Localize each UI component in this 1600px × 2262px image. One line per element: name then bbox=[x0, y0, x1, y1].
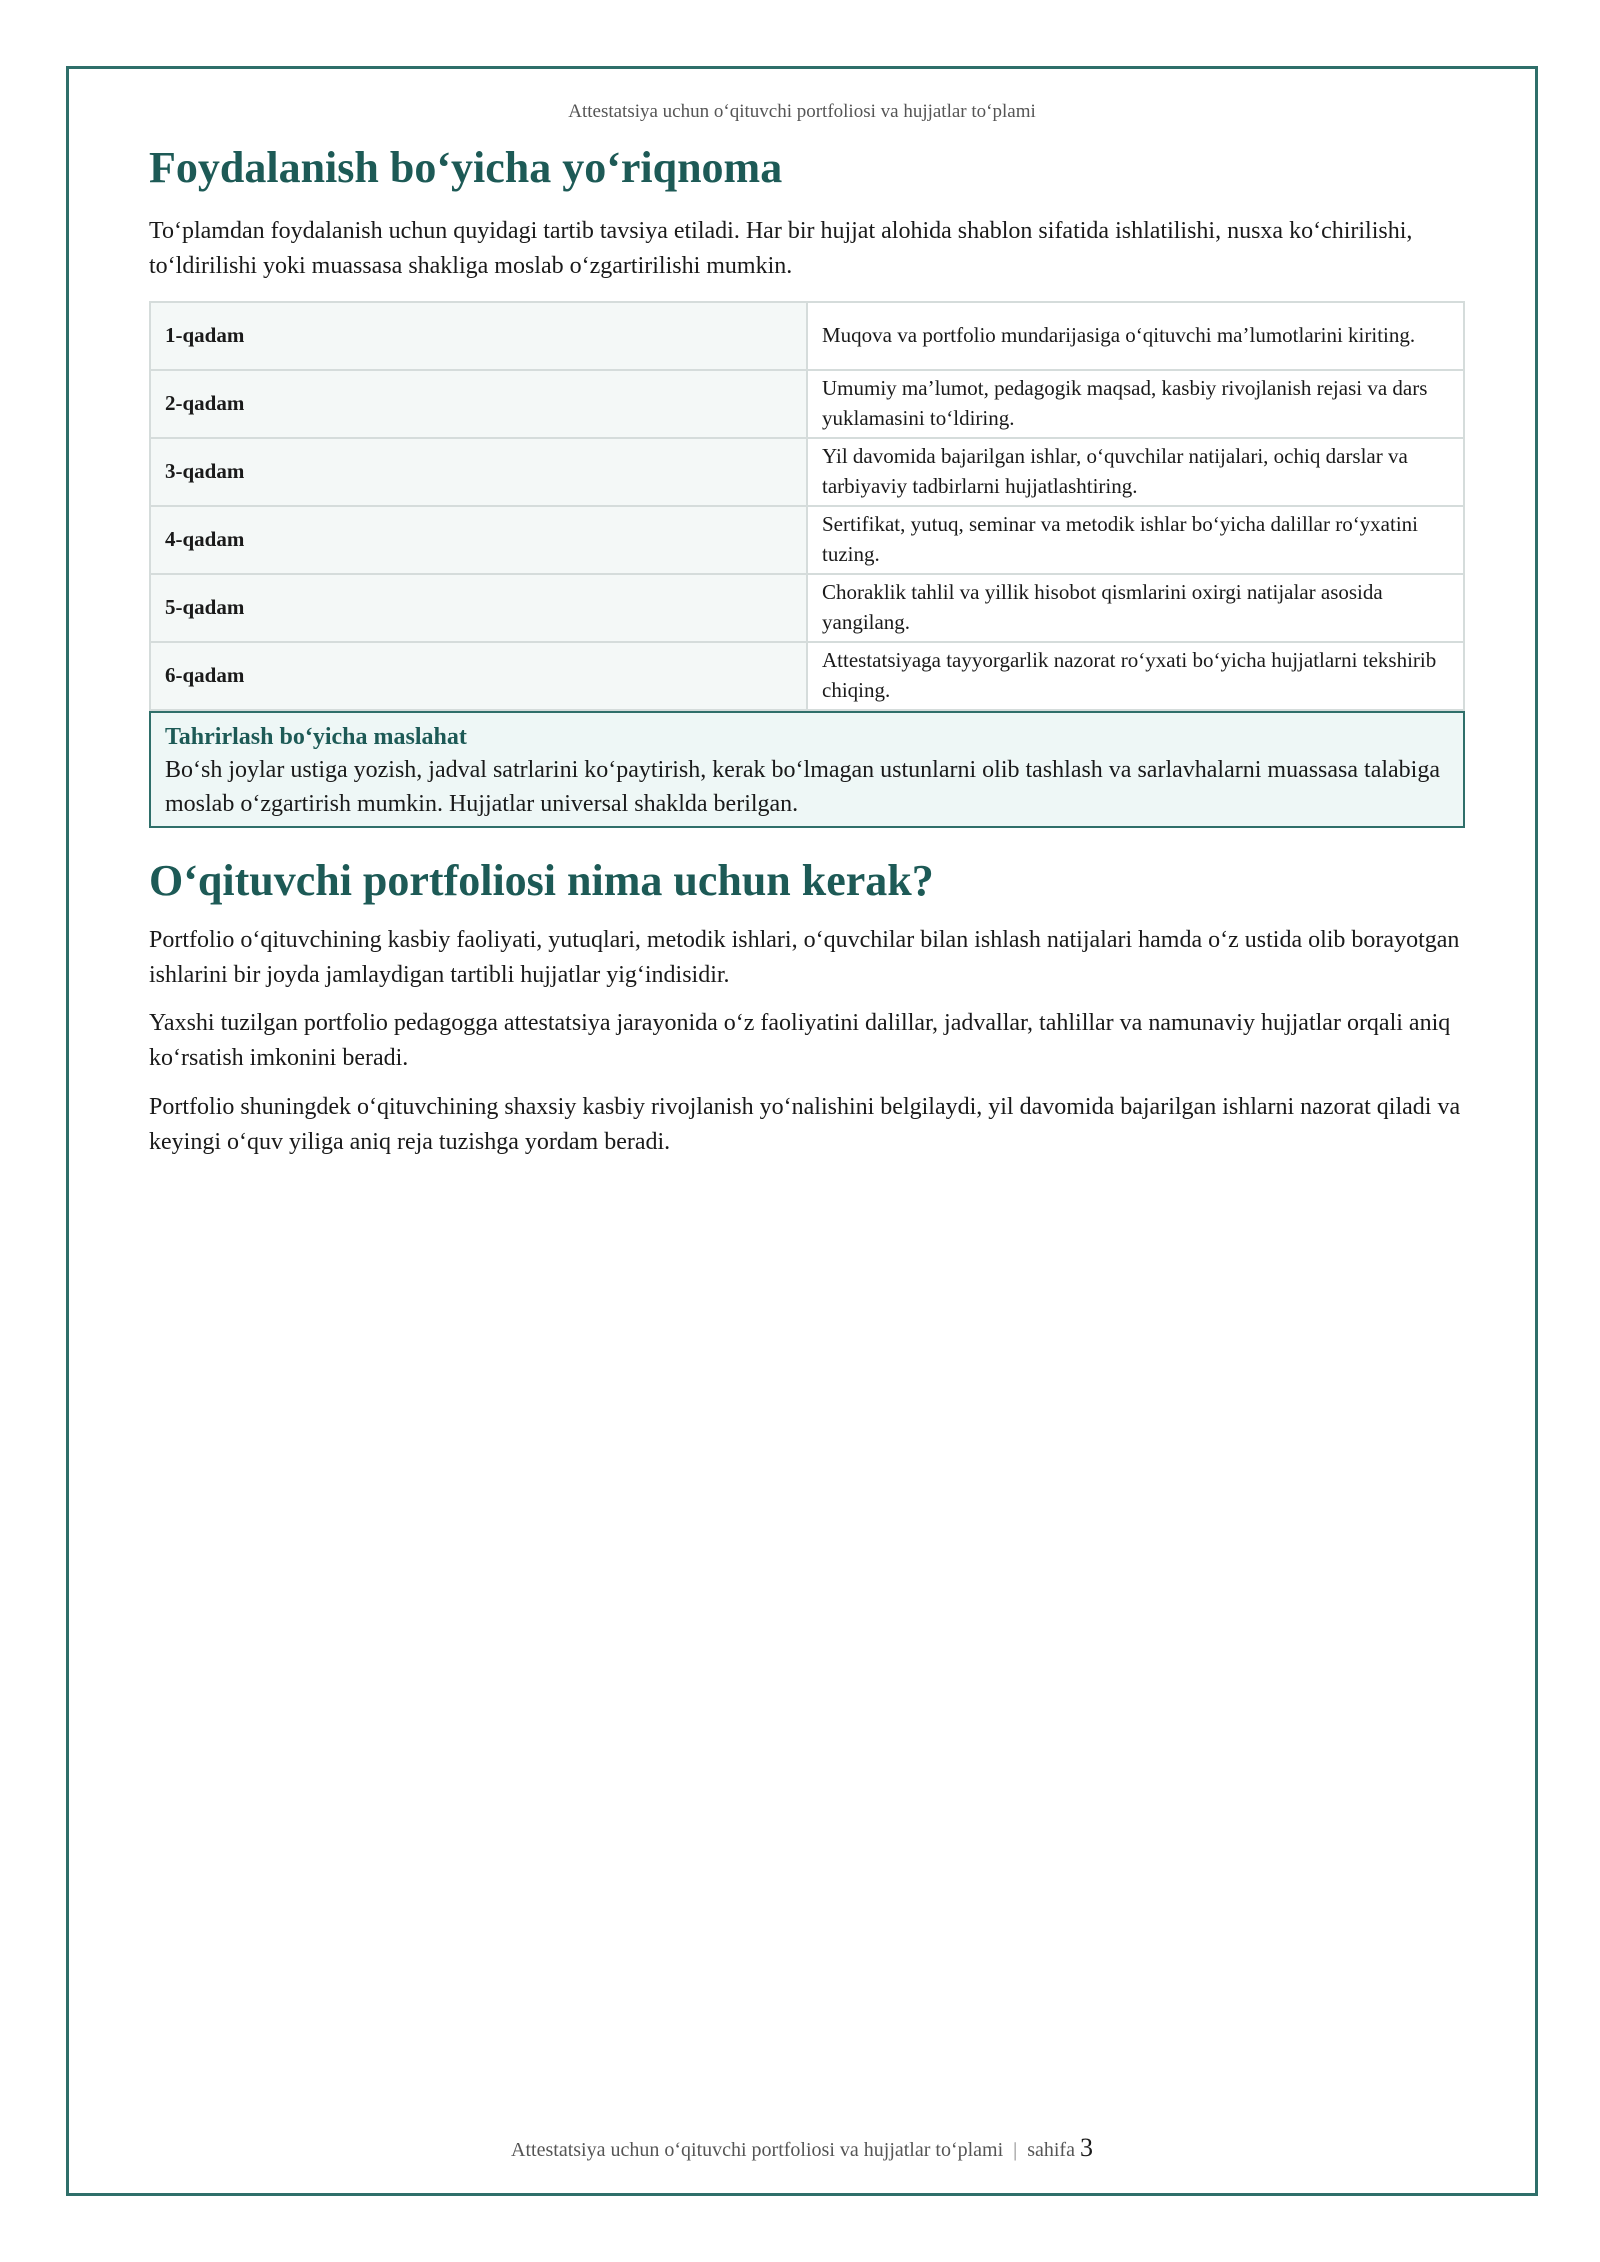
editing-tip-box bbox=[149, 711, 1465, 828]
step-label: 2-qadam bbox=[150, 370, 807, 438]
section-title-usage-guide: Foydalanish bo‘yicha yo‘riqnoma bbox=[149, 143, 783, 192]
page-footer bbox=[69, 2133, 1535, 2163]
steps-table bbox=[149, 301, 1465, 711]
footer-separator: | bbox=[1013, 2139, 1018, 2161]
table-row bbox=[150, 574, 1464, 642]
footer-page-label: sahifa bbox=[1027, 2139, 1075, 2161]
step-description: Muqova va portfolio mundarijasiga o‘qituvchi ma’lumotlarini kiriting. bbox=[807, 302, 1464, 370]
step-description: Umumiy ma’lumot, pedagogik maqsad, kasbiy rivojlanish rejasi va dars yuklamasini to‘ldiring. bbox=[807, 370, 1464, 438]
table-row bbox=[150, 370, 1464, 438]
step-description: Sertifikat, yutuq, seminar va metodik ishlar bo‘yicha dalillar ro‘yxatini tuzing. bbox=[807, 506, 1464, 574]
page-content bbox=[149, 139, 1465, 1160]
step-description: Yil davomida bajarilgan ishlar, o‘quvchilar natijalari, ochiq darslar va tarbiyaviy tadbirlarni hujjatlashtiring. bbox=[807, 438, 1464, 506]
step-label: 5-qadam bbox=[150, 574, 807, 642]
running-header: Attestatsiya uchun o‘qituvchi portfoliosi va hujjatlar to‘plami bbox=[568, 101, 1036, 122]
step-label: 4-qadam bbox=[150, 506, 807, 574]
step-description: Choraklik tahlil va yillik hisobot qismlarini oxirgi natijalar asosida yangilang. bbox=[807, 574, 1464, 642]
body-paragraph: Yaxshi tuzilgan portfolio pedagogga attestatsiya jarayonida o‘z faoliyatini dalillar, jadvallar, tahlillar va namunaviy hujjatlar orqali aniq ko‘rsatish imkonini beradi. bbox=[149, 1010, 1451, 1072]
section-title-why-portfolio: O‘qituvchi portfoliosi nima uchun kerak? bbox=[149, 855, 934, 905]
footer-title: Attestatsiya uchun o‘qituvchi portfoliosi va hujjatlar to‘plami bbox=[511, 2139, 1004, 2161]
table-row bbox=[150, 302, 1464, 370]
table-row bbox=[150, 506, 1464, 574]
tip-title: Tahrirlash bo‘yicha maslahat bbox=[165, 723, 467, 750]
intro-paragraph: To‘plamdan foydalanish uchun quyidagi tartib tavsiya etiladi. Har bir hujjat alohida shablon sifatida ishlatilishi, nusxa ko‘chirilishi, to‘ldirilishi yoki muassasa shakliga moslab o‘zgartirilishi mumkin. bbox=[149, 218, 1413, 279]
body-paragraph: Portfolio o‘qituvchining kasbiy faoliyati, yutuqlari, metodik ishlari, o‘quvchilar bilan ishlash natijalari hamda o‘z ustida olib borayotgan ishlarini bir joyda jamlaydigan tartibli hujjatlar yig‘indisidir. bbox=[149, 926, 1460, 988]
step-label: 6-qadam bbox=[150, 642, 807, 710]
document-page bbox=[66, 66, 1538, 2196]
body-paragraph: Portfolio shuningdek o‘qituvchining shaxsiy kasbiy rivojlanish yo‘nalishini belgilaydi, yil davomida bajarilgan ishlarni nazorat qiladi va keyingi o‘quv yiliga aniq reja tuzishga yordam beradi. bbox=[149, 1093, 1461, 1155]
page-number: 3 bbox=[1079, 2133, 1093, 2162]
step-description: Attestatsiyaga tayyorgarlik nazorat ro‘yxati bo‘yicha hujjatlarni tekshirib chiqing. bbox=[807, 642, 1464, 710]
table-row bbox=[150, 438, 1464, 506]
step-label: 1-qadam bbox=[150, 302, 807, 370]
step-label: 3-qadam bbox=[150, 438, 807, 506]
table-row bbox=[150, 642, 1464, 710]
tip-text: Bo‘sh joylar ustiga yozish, jadval satrlarini ko‘paytirish, kerak bo‘lmagan ustunlarni olib tashlash va sarlavhalarni muassasa talabiga moslab o‘zgartirish mumkin. Hujjatlar universal shaklda berilgan. bbox=[165, 757, 1440, 817]
